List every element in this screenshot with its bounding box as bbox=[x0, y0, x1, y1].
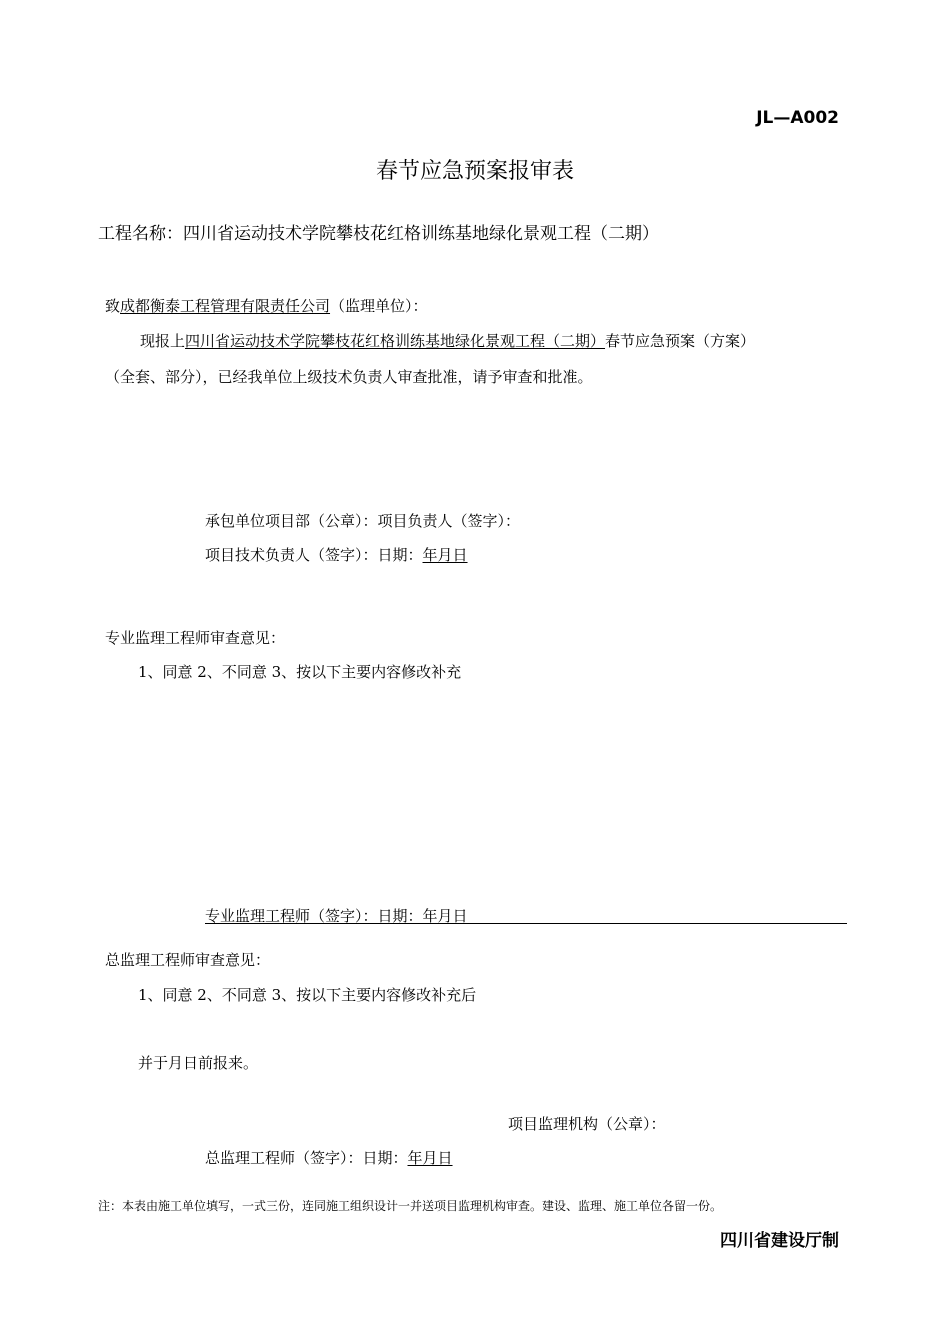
chief-date: 年月日 bbox=[407, 1149, 453, 1167]
issuer-label: 四川省建设厅制 bbox=[720, 1231, 839, 1251]
specialist-sign-label: 专业监理工程师（签字）：日期： bbox=[205, 907, 423, 925]
chief-options: 1、同意 2、不同意 3、按以下主要内容修改补充后 bbox=[138, 986, 477, 1004]
chief-heading: 总监理工程师审查意见： bbox=[105, 951, 271, 969]
addressee-suffix: （监理单位）： bbox=[330, 297, 428, 315]
contractor-tech-sign-line bbox=[205, 544, 468, 565]
tech-sign-label: 项目技术负责人（签字）：日期： bbox=[205, 546, 423, 564]
specialist-options: 1、同意 2、不同意 3、按以下主要内容修改补充 bbox=[138, 663, 462, 681]
chief-resubmit: 并于月日前报来。 bbox=[138, 1054, 259, 1072]
specialist-date: 年月日 bbox=[422, 907, 468, 925]
submission-suffix: 春节应急预案（方案） bbox=[605, 332, 756, 350]
chief-sign-label: 总监理工程师（签字）：日期： bbox=[205, 1149, 408, 1167]
addressee-prefix: 致 bbox=[105, 297, 121, 315]
submission-line-2: （全套、部分），已经我单位上级技术负责人审查批准，请予审查和批准。 bbox=[105, 368, 593, 386]
project-name: 四川省运动技术学院攀枝花红格训练基地绿化景观工程（二期） bbox=[183, 224, 659, 244]
footer-note: 注：本表由施工单位填写，一式三份，连同施工组织设计一并送项目监理机构审查。建设、监理、施工单位各留一份。 bbox=[98, 1199, 723, 1213]
org-seal-line: 项目监理机构（公章）： bbox=[508, 1115, 666, 1133]
form-code: JL—A002 bbox=[756, 108, 839, 128]
submission-prefix: 现报上 bbox=[140, 332, 186, 350]
chief-sign-line bbox=[205, 1147, 453, 1168]
addressee-line bbox=[105, 295, 428, 316]
specialist-heading: 专业监理工程师审查意见： bbox=[105, 629, 286, 647]
submission-line-1 bbox=[140, 330, 755, 351]
specialist-sign-underline bbox=[205, 923, 847, 924]
project-line bbox=[98, 219, 659, 244]
submission-project: 四川省运动技术学院攀枝花红格训练基地绿化景观工程（二期） bbox=[185, 332, 606, 350]
supervision-company: 成都衡泰工程管理有限责任公司 bbox=[120, 297, 331, 315]
contractor-seal-line: 承包单位项目部（公章）：项目负责人（签字）： bbox=[205, 512, 521, 530]
project-label: 工程名称： bbox=[98, 224, 183, 244]
contractor-date: 年月日 bbox=[422, 546, 468, 564]
page-title: 春节应急预案报审表 bbox=[375, 159, 574, 184]
